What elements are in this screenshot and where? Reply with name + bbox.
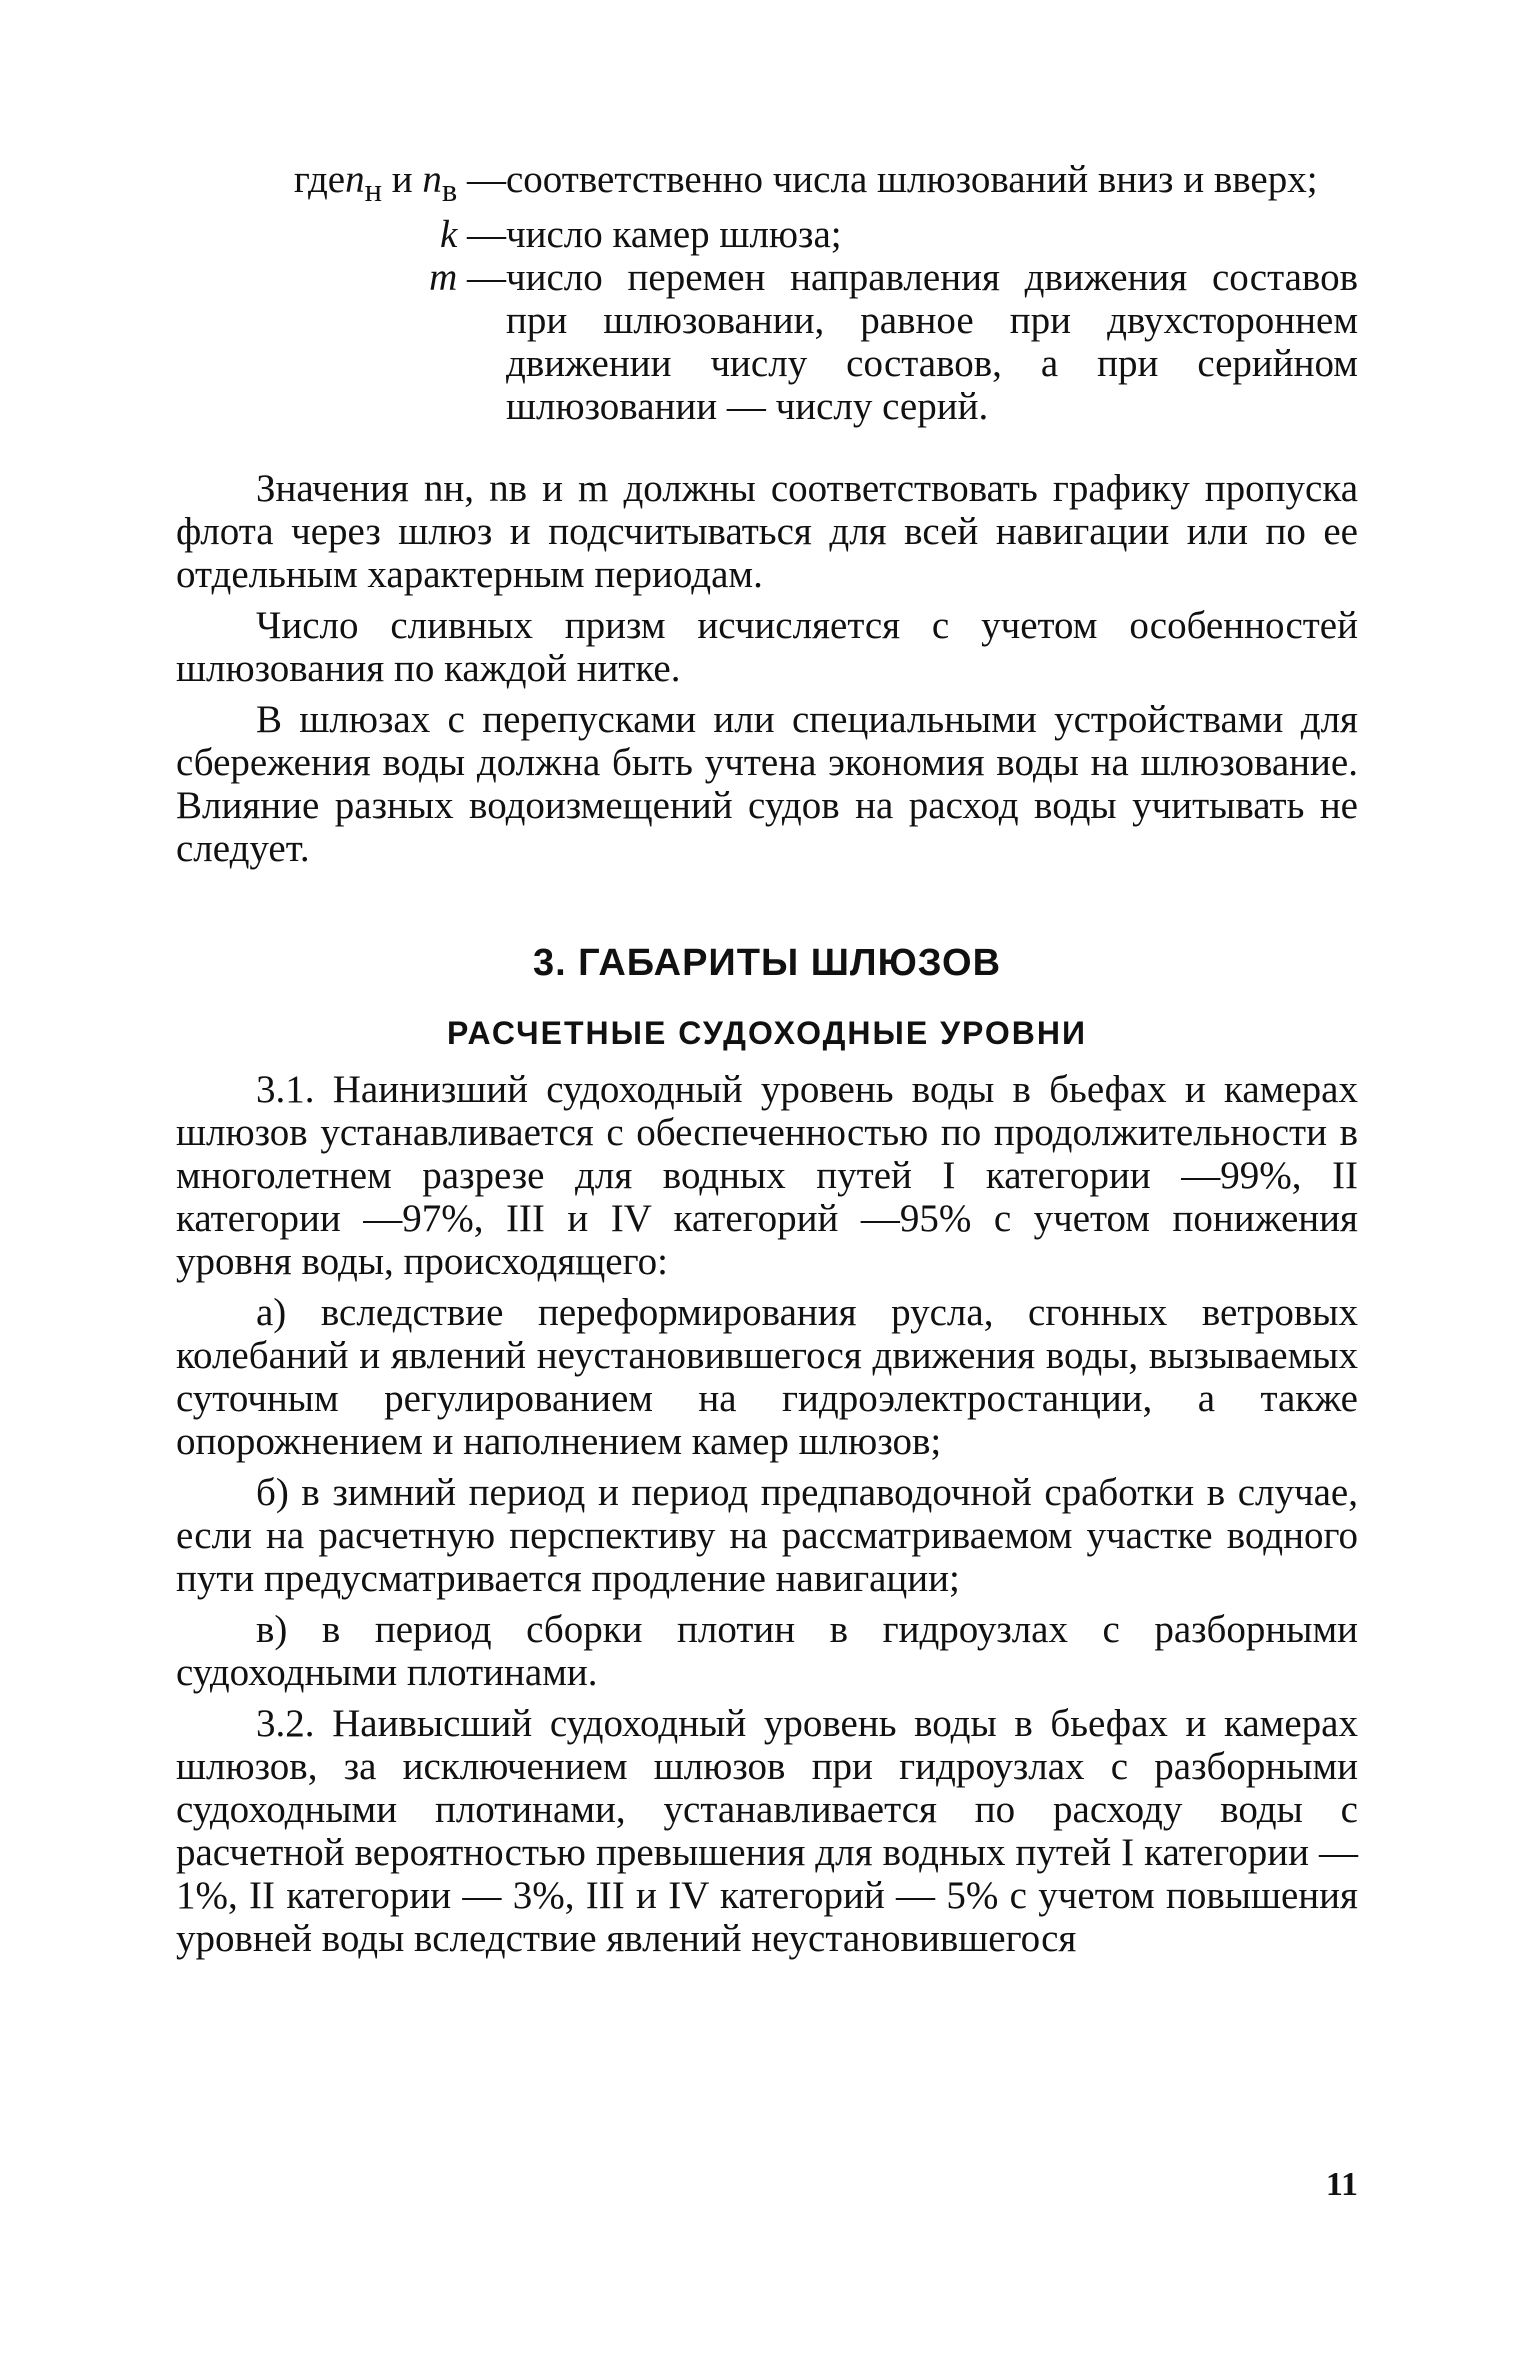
paragraph-bypass: В шлюзах с перепусками или специальными устройствами для сбережения воды должна быть учтена экономия воды на шлюзование. Влияние разных водоизмещений судов на расход воды учитывать не следует. (176, 698, 1358, 870)
paragraph-item-c: в) в период сборки плотин в гидроузлах с разборными судоходными плотинами. (176, 1608, 1358, 1694)
body-text-top (176, 467, 1358, 878)
paragraph-values: Значения nн, nв и m должны соответствовать графику пропуска флота через шлюз и подсчитываться для всей навигации или по ее отдельным характерным периодам. (176, 467, 1358, 596)
definition-term-m: m — (429, 255, 506, 299)
section-title: 3. ГАБАРИТЫ ШЛЮЗОВ (532, 942, 1002, 984)
paragraph-3-1: 3.1. Наинизший судоходный уровень воды в бьефах и камерах шлюзов устанавливается с обеспеченностью по продолжительности в многолетнем разрезе для водных путей I категории —99%, II категории —97%, III и IV категорий —95% с учетом понижения уровня воды, происходящего: (176, 1068, 1358, 1283)
definition-lead: где (293, 158, 346, 201)
definition-text-n: соответственно числа шлюзований вниз и вверх; (506, 158, 1318, 201)
subsection-title: РАСЧЕТНЫЕ СУДОХОДНЫЕ УРОВНИ (446, 1015, 1088, 1051)
paragraph-prisms: Число сливных призм исчисляется с учетом особенностей шлюзования по каждой нитке. (176, 604, 1358, 690)
definition-row-k (176, 213, 1358, 256)
definition-row-m (176, 256, 1358, 428)
definition-term-n: гдеn$_н$ и $n_в$ — (176, 158, 506, 213)
definition-text-k: число камер шлюза; (506, 212, 842, 256)
paragraph-3-2: 3.2. Наивысший судоходный уровень воды в бьефах и камерах шлюзов, за исключением шлюзов при гидроузлах с разборными судоходными плотинами, устанавливается по расходу воды с расчетной вероятностью превышения для водных путей I категории — 1%, II категории — 3%, III и IV категорий — 5% с учетом повышения уровней воды вследствие явлений неустановившегося (176, 1702, 1358, 1960)
paragraph-item-a: а) вследствие переформирования русла, сгонных ветровых колебаний и явлений неустановившегося движения воды, вызываемых суточным регулированием на гидроэлектростанции, а также опорожнением и наполнением камер шлюзов; (176, 1291, 1358, 1463)
body-text-bottom (176, 1068, 1358, 1968)
definitions-list (176, 158, 1358, 428)
definition-row-n (176, 158, 1358, 213)
definition-term-k: k — (439, 212, 506, 256)
page-number: 11 (1325, 2166, 1358, 2203)
definition-text-m: число перемен направления движения составов при шлюзовании, равное при двухстороннем движении числу составов, а при серийном шлюзовании — числу серий. (506, 255, 1358, 428)
paragraph-item-b: б) в зимний период и период предпаводочной сработки в случае, если на расчетную перспективу на рассматриваемом участке водного пути предусматривается продление навигации; (176, 1471, 1358, 1600)
